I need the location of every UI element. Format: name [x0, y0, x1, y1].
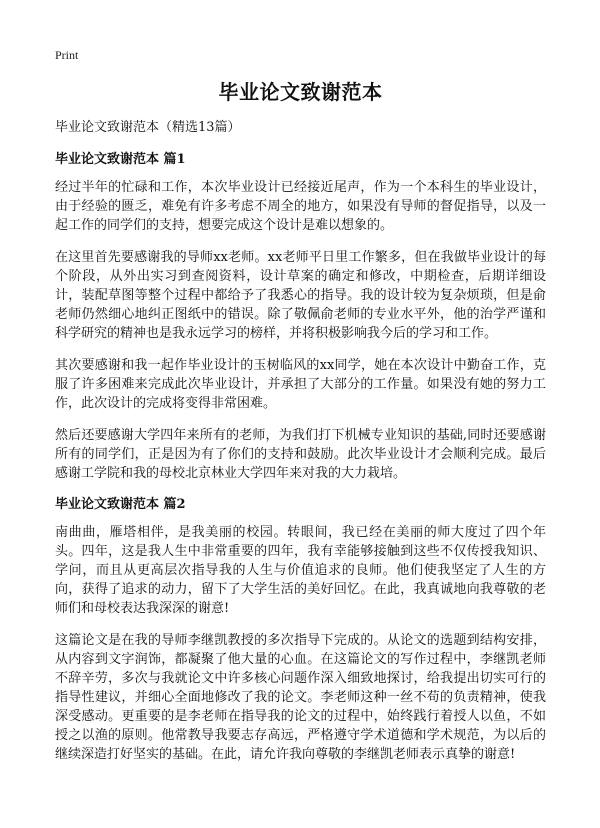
section-2	[55, 496, 546, 764]
paragraph: 南曲曲，雁塔相伴，是我美丽的校园。转眼间，我已经在美丽的师大度过了四个年头。四年，这是我人生中非常重要的四年，我有幸能够接触到这些不仅传授我知识、学问，而且从更高层次指导我的人生与价值追求的良师。他们使我坚定了人生的方向，获得了追求的动力，留下了大学生活的美好回忆。在此，我真诚地向我尊敬的老师们和母校表达我深深的谢意!	[55, 525, 546, 616]
document-subtitle: 毕业论文致谢范本（精选13篇）	[55, 120, 241, 135]
document-title: 毕业论文致谢范本	[218, 80, 383, 104]
paragraph: 然后还要感谢大学四年来所有的老师，为我们打下机械专业知识的基础,同时还要感谢所有的同学们，正是因为有了你们的支持和鼓励。此次毕业设计才会顺利完成。最后感谢工学院和我的母校北京林业大学四年来对我的大力栽培。	[55, 428, 546, 481]
paragraph: 其次要感谢和我一起作毕业设计的玉树临风的xx同学，她在本次设计中勤奋工作，克服了许多困难来完成此次毕业设计，并承担了大部分的工作量。如果没有她的努力工作，此次设计的完成将变得非常困难。	[55, 358, 546, 411]
section-heading: 毕业论文致谢范本 篇1	[55, 152, 186, 167]
section-1	[55, 151, 546, 483]
paragraph: 这篇论文是在我的导师李继凯教授的多次指导下完成的。从论文的选题到结构安排，从内容到文字润饰，都凝聚了他大量的心血。在这篇论文的写作过程中，李继凯老师不辞辛劳，多次与我就论文中许多核心问题作深入细致地探讨，给我提出切实可行的指导性建议，并细心全面地修改了我的论文。李老师这种一丝不苟的负责精神，使我深受感动。更重要的是李老师在指导我的论文的过程中，始终践行着授人以鱼，不如授之以渔的原则。他常教导我要志存高远，严格遵守学术道德和学术规范，为以后的继续深造打好坚实的基础。在此，请允许我向尊敬的李继凯老师表示真挚的谢意!	[55, 633, 546, 762]
paragraph: 在这里首先要感谢我的导师xx老师。xx老师平日里工作繁多，但在我做毕业设计的每个阶段，从外出实习到查阅资料，设计草案的确定和修改，中期检查，后期详细设计，装配草图等整个过程中都给予了我悉心的指导。我的设计较为复杂烦琐，但是俞老师仍然细心地纠正图纸中的错误。除了敬佩俞老师的专业水平外，他的治学严谨和科学研究的精神也是我永远学习的榜样，并将积极影响我今后的学习和工作。	[55, 250, 546, 341]
paragraph: 经过半年的忙碌和工作，本次毕业设计已经接近尾声，作为一个本科生的毕业设计，由于经验的匮乏，难免有许多考虑不周全的地方，如果没有导师的督促指导，以及一起工作的同学们的支持，想要完成这个设计是难以想象的。	[55, 180, 546, 233]
print-link[interactable]: Print	[55, 48, 79, 62]
section-heading: 毕业论文致谢范本 篇2	[55, 497, 186, 512]
